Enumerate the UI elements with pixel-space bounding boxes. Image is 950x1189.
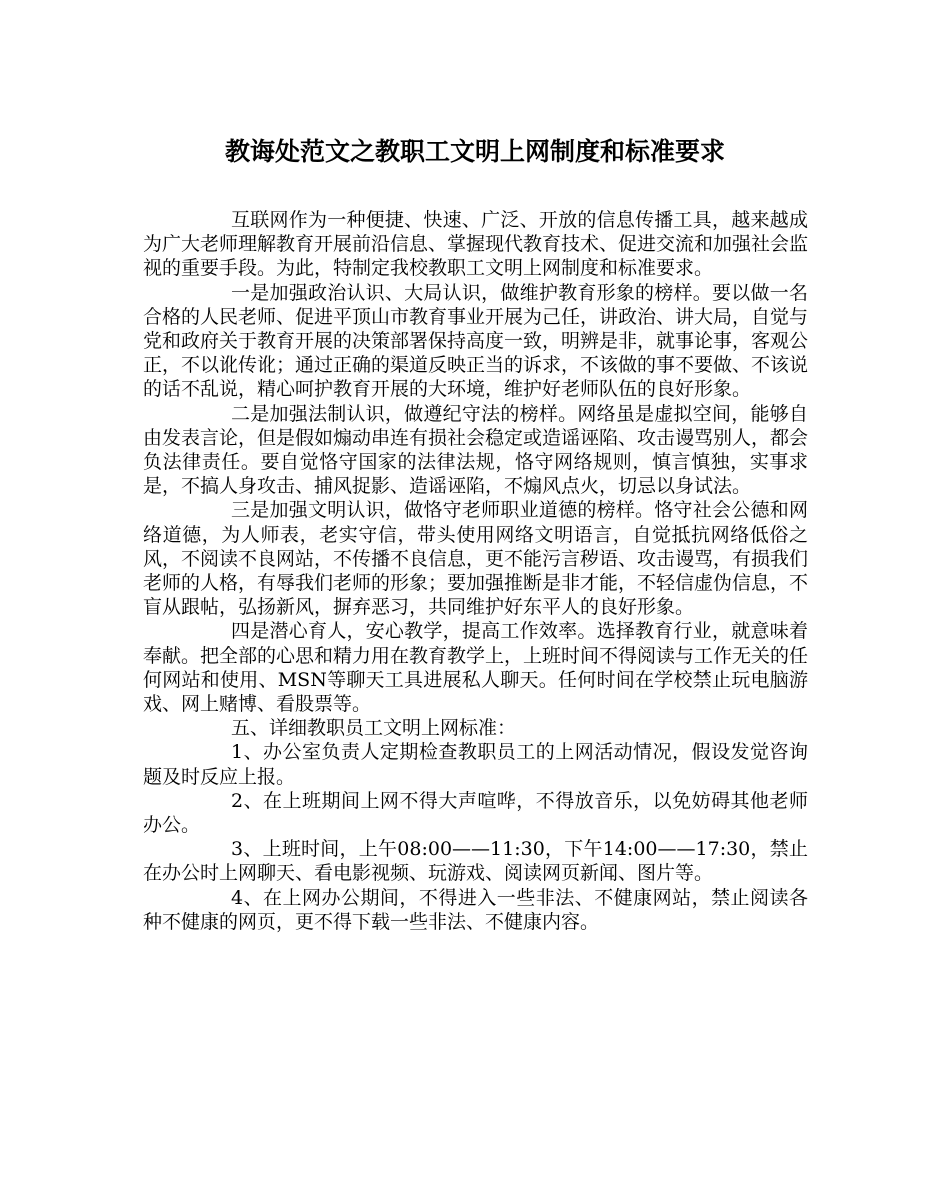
standard-item-2: 2、在上班期间上网不得大声喧哗，不得放音乐，以免妨碍其他老师办公。 [143, 789, 808, 837]
document-body [143, 208, 808, 934]
paragraph-dedication: 四是潜心育人，安心教学，提高工作效率。选择教育行业，就意味着奉献。把全部的心思和精力用在教育教学上，上班时间不得阅读与工作无关的任何网站和使用、MSN等聊天工具进展私人聊天。任何时间在学校禁止玩电脑游戏、网上赌博、看股票等。 [143, 620, 809, 716]
paragraph-political-awareness: 一是加强政治认识、大局认识，做维护教育形象的榜样。要以做一名合格的人民老师、促进平顶山市教育事业开展为己任，讲政治、讲大局，自觉与党和政府关于教育开展的决策部署保持高度一致，明辨是非，就事论事，客观公正，不以讹传讹；通过正确的渠道反映正当的诉求，不该做的事不要做、不该说的话不乱说，精心呵护教育开展的大环境，维护好老师队伍的良好形象。 [143, 281, 809, 401]
intro-paragraph: 互联网作为一种便捷、快速、广泛、开放的信息传播工具，越来越成为广大老师理解教育开展前沿信息、掌握现代教育技术、促进交流和加强社会监视的重要手段。为此，特制定我校教职工文明上网制度和标准要求。 [143, 209, 809, 280]
paragraph-legal-awareness: 二是加强法制认识，做遵纪守法的榜样。网络虽是虚拟空间，能够自由发表言论，但是假如煽动串连有损社会稳定或造谣诬陷、攻击谩骂别人，都会负法律责任。要自觉恪守国家的法律法规，恪守网络规则，慎言慎独，实事求是，不搞人身攻击、捕风捉影、造谣诬陷，不煽风点火，切忌以身试法。 [143, 402, 809, 498]
standard-item-1: 1、办公室负责人定期检查教职员工的上网活动情况，假设发觉咨询题及时反应上报。 [143, 741, 808, 788]
standard-item-4: 4、在上网办公期间，不得进入一些非法、不健康网站，禁止阅读各种不健康的网页，更不得下载一些非法、不健康内容。 [143, 886, 808, 933]
document-title: 教诲处范文之教职工文明上网制度和标准要求 [224, 137, 725, 166]
section-heading-standards: 五、详细教职员工文明上网标准： [231, 717, 517, 740]
paragraph-civility-awareness: 三是加强文明认识，做恪守老师职业道德的榜样。恪守社会公德和网络道德，为人师表，老实守信，带头使用网络文明语言，自觉抵抗网络低俗之风，不阅读不良网站，不传播不良信息，更不能污言秽语、攻击谩骂，有损我们老师的人格，有辱我们老师的形象；要加强推断是非才能，不轻信虚伪信息，不盲从跟帖，弘扬新风，摒弃恶习，共同维护好东平人的良好形象。 [143, 499, 809, 619]
standard-item-3: 3、上班时间，上午08:00——11:30，下午14:00——17:30，禁止在办公时上网聊天、看电影视频、玩游戏、阅读网页新闻、图片等。 [143, 838, 808, 885]
